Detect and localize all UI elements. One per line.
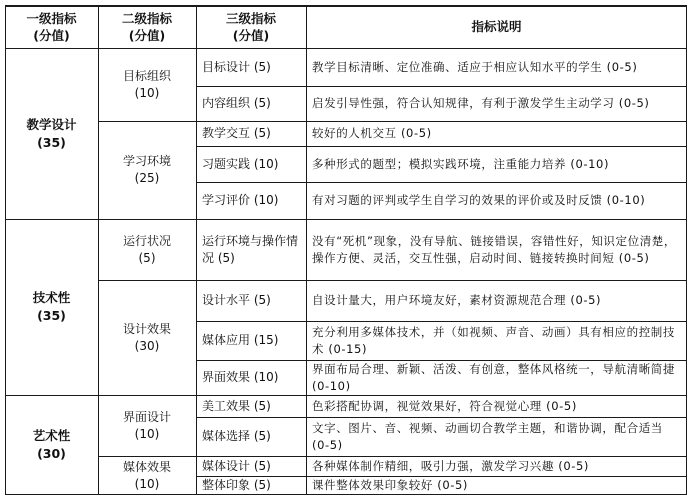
level1-name: 技术性 (32, 290, 71, 305)
description-cell (306, 476, 687, 495)
description-text: 较好的人机交互 (0-5) (312, 126, 432, 141)
border-right (686, 5, 687, 495)
row-divider (196, 417, 687, 418)
description-cell (306, 417, 687, 456)
level1-technical (5, 219, 98, 395)
description-text: 自设计量大，用户环境友好，素材资源规范合理 (0-5) (312, 293, 602, 308)
header-level3-title: 三级指标 (225, 10, 276, 26)
description-cell (306, 182, 687, 219)
level2-score: (30) (134, 338, 160, 353)
description-text: 没有“死机”现象，没有导航、链接错误，容错性好，知识定位清楚，操作方便、灵活，交互性强，启动时间、链接转换时间短 (0-5) (312, 234, 677, 265)
level2-name: 目标组织 (122, 68, 171, 83)
level2-media-effect (98, 456, 196, 495)
level3-item (196, 48, 306, 86)
level3-label: 目标设计 (5) (202, 59, 271, 74)
description-text: 充分利用多媒体技术，并（如视频、声音、动画）具有相应的控制技术 (0-15) (312, 325, 675, 356)
subgroup-divider (98, 121, 687, 122)
level3-label: 学习评价 (10) (202, 193, 279, 207)
level2-name: 媒体效果 (122, 459, 171, 474)
level1-name: 教学设计 (26, 116, 77, 132)
level3-label: 整体印象 (5) (202, 478, 271, 492)
level3-label: 习题实践 (10) (202, 156, 279, 171)
row-divider (196, 182, 687, 183)
description-cell (306, 86, 687, 121)
description-text: 文字、图片、音、视频、动画切合教学主题，和谐协调，配合适当 (0-5) (312, 421, 663, 452)
level1-teaching-design (5, 48, 98, 219)
level3-label: 美工效果 (5) (202, 398, 271, 413)
level3-item (196, 456, 306, 476)
level1-score: (35) (37, 134, 66, 150)
header-desc (306, 5, 687, 48)
level3-item (196, 417, 306, 456)
level2-interface-design (98, 395, 196, 456)
level2-score: (5) (138, 250, 156, 265)
description-cell (306, 121, 687, 146)
level3-item (196, 395, 306, 417)
description-cell (306, 146, 687, 182)
description-cell (306, 219, 687, 280)
group-divider (5, 219, 687, 220)
description-cell (306, 360, 687, 395)
level3-label: 设计水平 (5) (202, 293, 271, 307)
level3-label: 运行环境与操作情况 (5) (202, 233, 299, 265)
level3-item (196, 280, 306, 321)
level2-score: (10) (134, 426, 160, 441)
header-level2-score: (分值) (128, 27, 166, 43)
level1-score: (35) (37, 308, 66, 323)
row-divider (196, 360, 687, 361)
level2-design-effect (98, 280, 196, 395)
col-divider (196, 5, 197, 495)
description-cell (306, 456, 687, 476)
level1-artistic (5, 395, 98, 495)
level2-running-status (98, 219, 196, 280)
level3-item (196, 321, 306, 360)
border-top (5, 5, 687, 7)
col-divider (98, 5, 99, 495)
description-text: 界面布局合理、新颖、活泼、有创意，整体风格统一，导航清晰简捷 (0-10) (312, 362, 675, 393)
row-divider (196, 321, 687, 322)
description-cell (306, 395, 687, 417)
description-text: 有对习题的评判或学生自学习的效果的评价或及时反馈 (0-10) (312, 193, 646, 208)
header-desc-title: 指标说明 (471, 19, 522, 34)
level3-item (196, 146, 306, 182)
border-left (5, 5, 6, 495)
row-divider (196, 146, 687, 147)
description-text: 色彩搭配协调，视觉效果好，符合视觉心理 (0-5) (312, 398, 577, 413)
level3-item (196, 360, 306, 395)
level2-score: (10) (134, 476, 160, 491)
header-level1-score: (分值) (33, 27, 70, 43)
header-divider (5, 48, 687, 49)
level3-label: 内容组织 (5) (202, 96, 271, 110)
header-level1 (5, 5, 98, 48)
description-text: 课件整体效果印象较好 (0-5) (312, 478, 469, 493)
row-divider (196, 476, 687, 477)
group-divider (5, 395, 687, 396)
col-divider (306, 5, 307, 495)
description-cell (306, 321, 687, 360)
description-text: 多种形式的题型；模拟实践环境，注重能力培养 (0-10) (312, 156, 610, 171)
level1-score: (30) (37, 446, 66, 461)
level2-goal-organization (98, 48, 196, 121)
level3-label: 媒体设计 (5) (202, 458, 271, 473)
subgroup-divider (98, 280, 687, 281)
level2-score: (10) (134, 85, 160, 100)
level3-label: 教学交互 (5) (202, 126, 271, 140)
header-level3-score: (分值) (232, 27, 270, 43)
level1-name: 艺术性 (32, 428, 71, 443)
description-text: 启发引导性强，符合认知规律，有利于激发学生主动学习 (0-5) (312, 96, 650, 111)
level2-name: 运行状况 (122, 233, 171, 248)
header-level1-title: 一级指标 (26, 10, 77, 26)
row-divider (196, 86, 687, 87)
level3-item (196, 121, 306, 146)
level2-learning-environment (98, 121, 196, 219)
level3-label: 媒体应用 (15) (202, 333, 279, 347)
level2-name: 学习环境 (122, 154, 171, 168)
description-text: 各种媒体制作精细，吸引力强，激发学习兴趣 (0-5) (312, 458, 590, 473)
level3-label: 界面效果 (10) (202, 370, 279, 384)
description-cell (306, 48, 687, 86)
description-cell (306, 280, 687, 321)
level3-item (196, 219, 306, 280)
header-level2-title: 二级指标 (121, 10, 172, 26)
subgroup-divider (98, 456, 687, 457)
level2-name: 设计效果 (122, 321, 171, 336)
border-bottom (5, 494, 687, 495)
header-level2 (98, 5, 196, 48)
description-text: 教学目标清晰、定位准确、适应于相应认知水平的学生 (0-5) (312, 59, 638, 74)
level3-item (196, 182, 306, 219)
level3-item (196, 476, 306, 495)
level3-item (196, 86, 306, 121)
level2-name: 界面设计 (122, 409, 171, 424)
evaluation-table (5, 5, 687, 495)
level2-score: (25) (134, 171, 160, 185)
header-level3 (196, 5, 306, 48)
level3-label: 媒体选择 (5) (202, 429, 271, 443)
